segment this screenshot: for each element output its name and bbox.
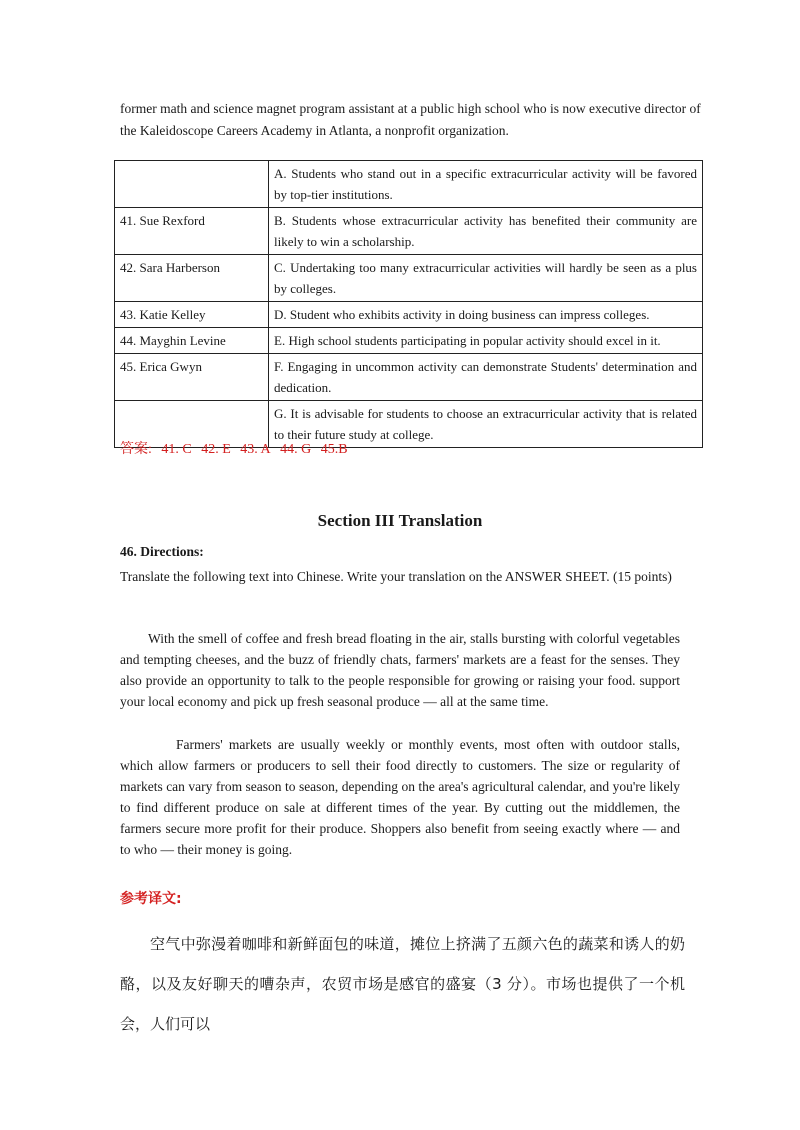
table-row (115, 302, 703, 328)
option-cell: A. Students who stand out in a specific extracurricular activity will be favored by top-tier institutions. (269, 161, 703, 208)
option-cell: C. Undertaking too many extracurricular activities will hardly be seen as a plus by colleges. (269, 255, 703, 302)
reference-translation-text: 空气中弥漫着咖啡和新鲜面包的味道，摊位上挤满了五颜六色的蔬菜和诱人的奶酪，以及友好聊天的嘈杂声，农贸市场是感官的盛宴（3 分）。市场也提供了一个机会，人们可以 (120, 935, 685, 1033)
directions-text: Translate the following text into Chinese. Write your translation on the ANSWER SHEET. (15 points) (120, 569, 672, 584)
table-row (115, 328, 703, 354)
person-name-cell: 44. Mayghin Levine (115, 328, 269, 354)
answer-label: 答案: (120, 442, 152, 457)
answer-item: 43. A (240, 442, 271, 457)
matching-table (114, 160, 703, 448)
passage-paragraph-1: With the smell of coffee and fresh bread floating in the air, stalls bursting with colorful vegetables and tempting cheeses, and the buzz of friendly chats, farmers' markets are a feast for the senses. They also provide an opportunity to talk to the people responsible for growing or raising your food. support your local economy and pick up fresh seasonal produce — all at the same time. (120, 631, 680, 709)
option-cell: B. Students whose extracurricular activity has benefited their community are likely to win a scholarship. (269, 208, 703, 255)
option-cell: D. Student who exhibits activity in doing business can impress colleges. (269, 302, 703, 328)
answer-item: 41. C (161, 442, 192, 457)
option-cell: E. High school students participating in popular activity should excel in it. (269, 328, 703, 354)
table-row (115, 354, 703, 401)
answer-key (120, 438, 354, 458)
table-row (115, 255, 703, 302)
table-row (115, 161, 703, 208)
table-row (115, 208, 703, 255)
directions-label: Directions: (140, 544, 204, 559)
question-number: 46. (120, 544, 137, 559)
person-name-cell: 41. Sue Rexford (115, 208, 269, 255)
person-name-cell (115, 161, 269, 208)
reference-translation-label: 参考译文: (120, 891, 182, 907)
person-name-cell: 45. Erica Gwyn (115, 354, 269, 401)
passage-paragraph-2: Farmers' markets are usually weekly or monthly events, most often with outdoor stalls, which allow farmers or producers to sell their food directly to customers. The size or regularity of markets can vary from season to season, depending on the area's agricultural calendar, and you're likely to find different produce on sale at different times of the year. By cutting out the middlemen, the farmers secure more profit for their produce. Shoppers also benefit from seeing exactly where — and to who — their money is going. (120, 737, 680, 857)
question-heading (120, 544, 204, 560)
option-cell: F. Engaging in uncommon activity can demonstrate Students' determination and dedication. (269, 354, 703, 401)
section-title: Section III Translation (317, 511, 483, 530)
answer-item: 45.B (320, 442, 348, 457)
option-cell: G. It is advisable for students to choose an extracurricular activity that is related to their future study at college. (269, 401, 703, 448)
intro-paragraph: former math and science magnet program assistant at a public high school who is now executive director of the Kaleidoscope Careers Academy in Atlanta, a nonprofit organization. (120, 101, 701, 138)
person-name-cell: 43. Katie Kelley (115, 302, 269, 328)
answer-item: 42. E (201, 442, 231, 457)
person-name-cell: 42. Sara Harberson (115, 255, 269, 302)
answer-item: 44. G (280, 442, 312, 457)
